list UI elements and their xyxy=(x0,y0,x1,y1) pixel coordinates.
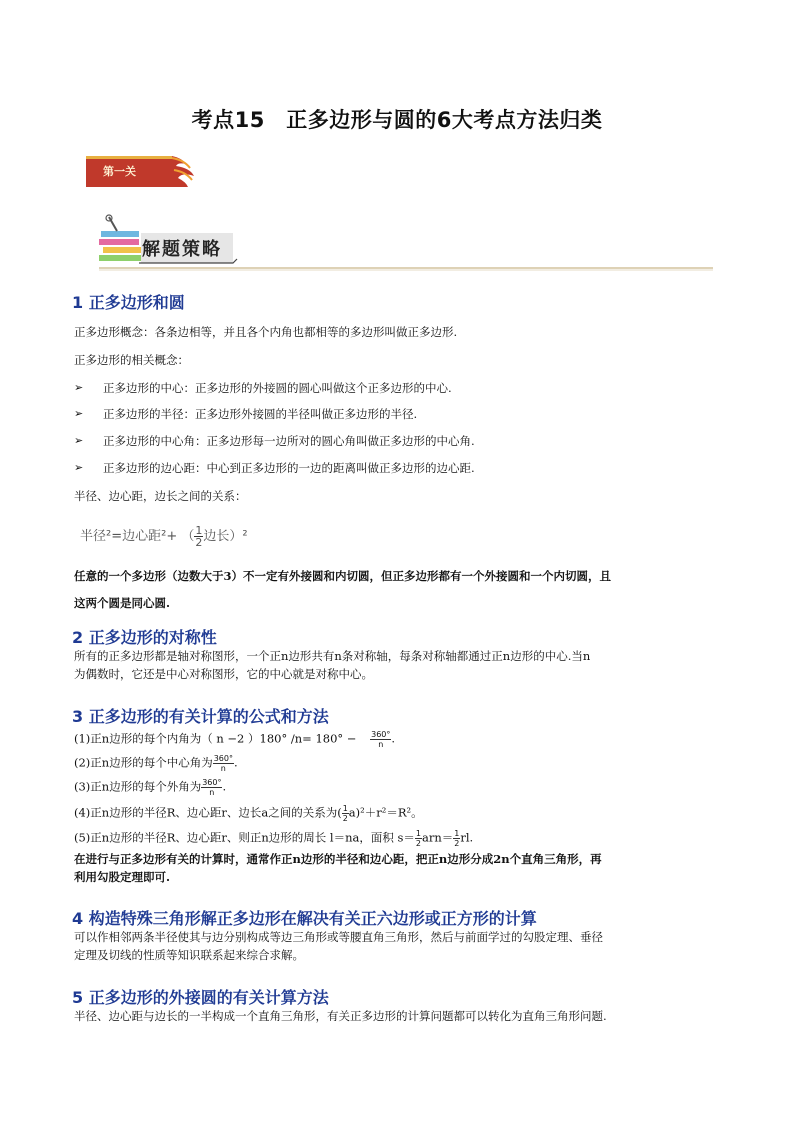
formula-text: (3)正n边形的每个外角为 xyxy=(74,779,202,794)
bullet-icon: ➢ xyxy=(74,461,84,474)
fraction-denominator: 2 xyxy=(195,536,203,549)
fraction-numerator: 1 xyxy=(415,829,422,838)
fraction-denominator: n xyxy=(220,764,226,773)
heading-section-1: 1 正多边形和圆 xyxy=(72,293,185,312)
fraction-denominator: n xyxy=(209,788,215,797)
symmetry-line-2: 为偶数时，它还是中心对称图形，它的中心就是对称中心。 xyxy=(74,667,373,681)
formula-part: 半径²=边心距²+ （ xyxy=(80,529,195,544)
formula-text: rl. xyxy=(460,830,474,845)
construct-line-1: 可以作相邻两条半径使其与边分别构成等边三角形或等腰直角三角形，然后与前面学过的勾股定理、垂径 xyxy=(74,930,603,944)
period: . xyxy=(222,779,227,794)
formula-text: arn＝ xyxy=(422,830,454,845)
formula-text: (5)正n边形的半径R、边心距r、则正n边形的周长 l＝na，面积 s＝ xyxy=(74,830,415,845)
heading-section-2: 2 正多边形的对称性 xyxy=(72,628,217,647)
page-title: 考点15 正多边形与圆的6大考点方法归类 xyxy=(191,108,603,132)
fraction-half xyxy=(415,829,422,848)
formula-line-2 xyxy=(74,754,238,773)
fraction-half xyxy=(342,804,349,823)
circumcircle-line-1: 半径、边心距与边长的一半构成一个直角三角形，有关正多边形的计算问题都可以转化为直角三角形问题. xyxy=(74,1009,607,1023)
fraction-numerator: 1 xyxy=(454,829,460,838)
fraction-360-n xyxy=(213,754,234,773)
formula-line-3 xyxy=(74,778,226,797)
period: . xyxy=(391,731,396,746)
formula-line-4 xyxy=(74,804,423,823)
formula-part: 边长）² xyxy=(203,529,248,544)
fraction-numerator: 360° xyxy=(371,730,391,739)
list-item: 正多边形的中心：正多边形的外接圆的圆心叫做这个正多边形的中心. xyxy=(103,381,452,395)
fraction-denominator: n xyxy=(378,740,384,749)
bullet-icon: ➢ xyxy=(74,381,84,394)
heading-section-4: 4 构造特殊三角形解正多边形在解决有关正六边形或正方形的计算 xyxy=(72,909,537,928)
formula-text: (2)正n边形的每个中心角为 xyxy=(74,755,213,770)
list-item: 正多边形的半径：正多边形外接圆的半径叫做正多边形的半径. xyxy=(103,407,418,421)
note-line-2: 这两个圆是同心圆. xyxy=(74,596,171,610)
banner-label: 第一关 xyxy=(103,165,136,178)
fraction-half xyxy=(194,525,203,548)
fraction-360-n xyxy=(201,778,222,797)
construct-line-2: 定理及切线的性质等知识联系起来综合求解。 xyxy=(74,948,304,962)
note-line-1: 任意的一个多边形（边数大于3）不一定有外接圆和内切圆，但正多边形都有一个外接圆和一个内切圆，且 xyxy=(74,569,611,583)
formula-text: a)²＋r²＝R²。 xyxy=(348,805,423,820)
fraction-denominator: 2 xyxy=(342,814,348,823)
list-item: 正多边形的边心距：中心到正多边形的一边的距离叫做正多边形的边心距. xyxy=(103,461,475,475)
formula-text: (4)正n边形的半径R、边心距r、边长a之间的关系为( xyxy=(74,805,342,820)
strategy-label: 解题策略 xyxy=(142,239,222,260)
formula-line-5 xyxy=(74,829,473,848)
heading-section-3: 3 正多边形的有关计算的公式和方法 xyxy=(72,707,329,726)
fraction-360-n xyxy=(370,730,391,749)
list-item: 正多边形的中心角：正多边形每一边所对的圆心角叫做正多边形的中心角. xyxy=(103,434,475,448)
radius-formula xyxy=(80,525,248,548)
related-concepts-label: 正多边形的相关概念： xyxy=(74,353,189,367)
fraction-numerator: 1 xyxy=(195,524,203,537)
bullet-icon: ➢ xyxy=(74,434,84,447)
period: . xyxy=(233,755,238,770)
fraction-numerator: 1 xyxy=(342,804,348,813)
relation-label: 半径、边心距，边长之间的关系： xyxy=(74,489,247,503)
heading-section-5: 5 正多边形的外接圆的有关计算方法 xyxy=(72,988,329,1007)
definition-text: 正多边形概念：各条边相等，并且各个内角也都相等的多边形叫做正多边形. xyxy=(74,325,458,339)
calc-note-line-2: 利用勾股定理即可. xyxy=(74,870,171,884)
fraction-numerator: 360° xyxy=(202,778,222,787)
fraction-denominator: 2 xyxy=(454,839,460,848)
formula-line-1 xyxy=(74,730,395,749)
calc-note-line-1: 在进行与正多边形有关的计算时，通常作正n边形的半径和边心距，把正n边形分成2n个直角三角形，再 xyxy=(74,852,602,866)
bullet-icon: ➢ xyxy=(74,407,84,420)
fraction-denominator: 2 xyxy=(415,839,422,848)
symmetry-line-1: 所有的正多边形都是轴对称图形，一个正n边形共有n条对称轴，每条对称轴都通过正n边形的中心.当n xyxy=(74,649,591,663)
fraction-numerator: 360° xyxy=(213,754,233,763)
formula-text: (1)正n边形的每个内角为（ n −2 ）180° /n= 180° − xyxy=(74,731,357,746)
